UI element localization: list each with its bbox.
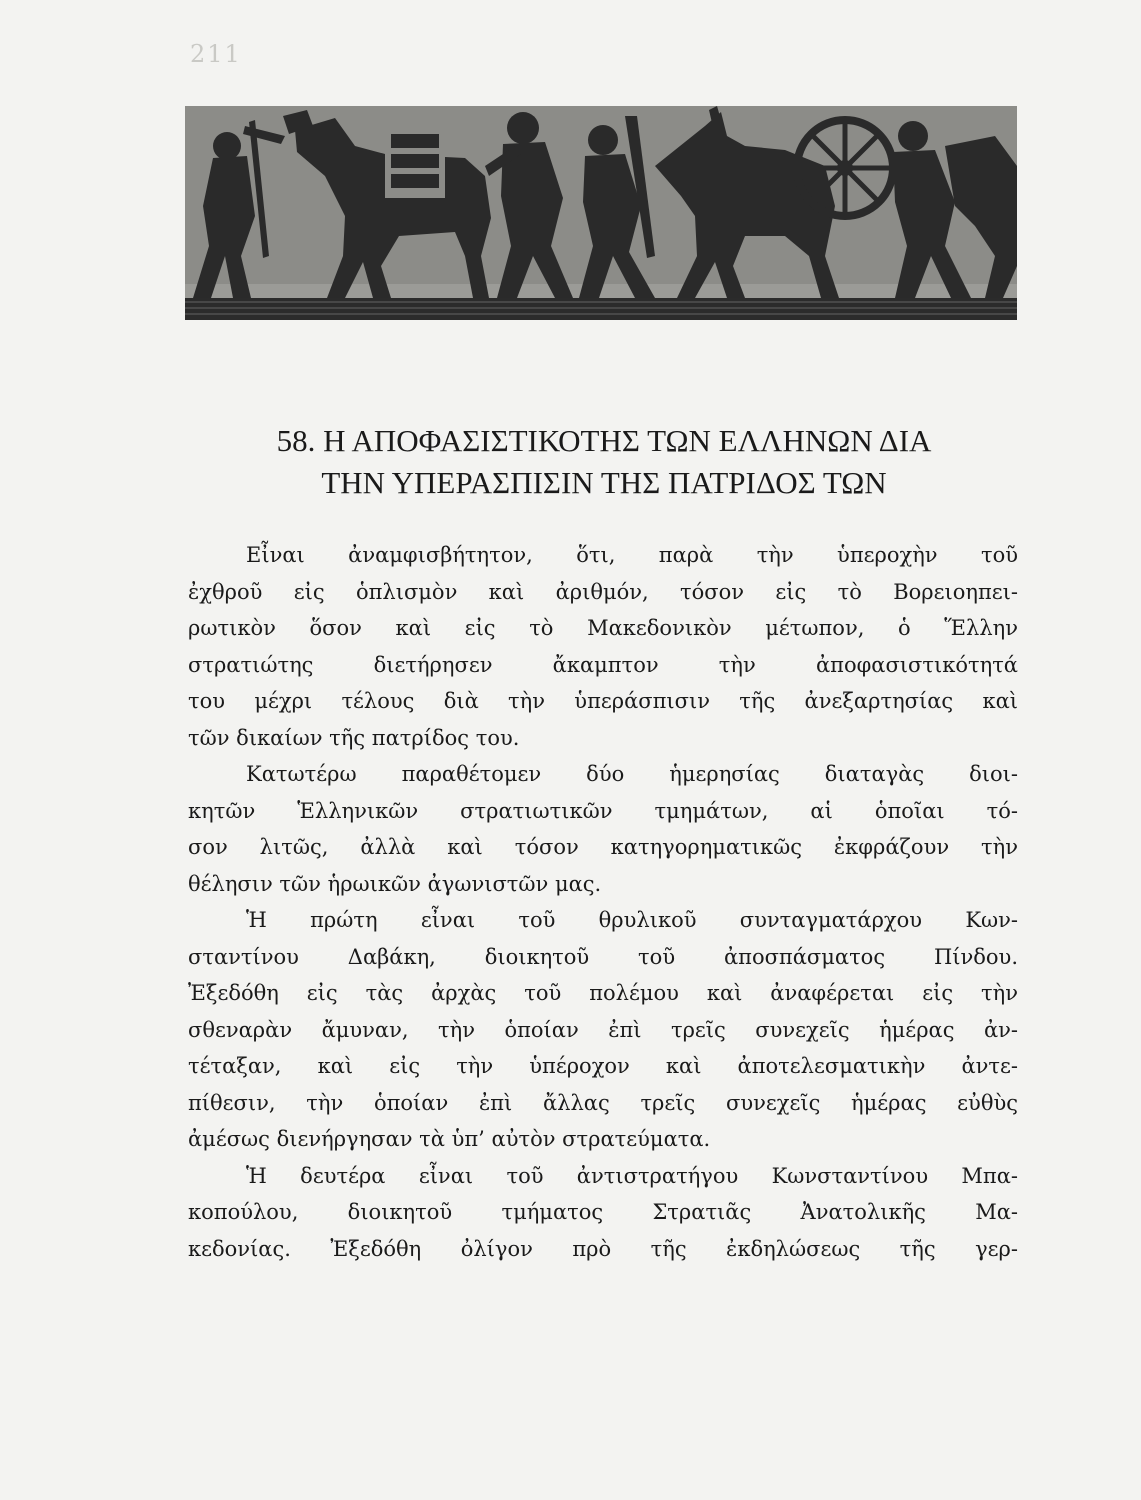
text-line: θέλησιν τῶν ἡρωικῶν ἀγωνιστῶν μας. [188, 871, 602, 896]
woodcut-frieze-image [185, 106, 1017, 320]
text-line: κεδονίας. Ἐξεδόθη ὀλίγον πρὸ τῆς ἐκδηλώσεως τῆς γερ- [188, 1236, 1018, 1261]
text-line: Ἐξεδόθη εἰς τὰς ἀρχὰς τοῦ πολέμου καὶ ἀναφέρεται εἰς τὴν [188, 981, 1018, 1005]
body-text [188, 537, 1018, 1267]
text-line: σον λιτῶς, ἀλλὰ καὶ τόσον κατηγορηματικῶς ἐκφράζουν τὴν [188, 835, 1018, 859]
page-number: 211 [190, 40, 242, 68]
text-line: κοπούλου, διοικητοῦ τμήματος Στρατιᾶς Ἀνατολικῆς Μα- [188, 1200, 1018, 1224]
text-line: Εἶναι ἀναμφισβήτητον, ὅτι, παρὰ τὴν ὑπεροχὴν τοῦ [246, 543, 1018, 567]
chapter-title [188, 420, 1020, 504]
chapter-title-line-2: ΤΗΝ ΥΠΕΡΑΣΠΙΣΙΝ ΤΗΣ ΠΑΤΡΙΔΟΣ ΤΩΝ [321, 465, 887, 500]
text-line: σταντίνου Δαβάκη, διοικητοῦ τοῦ ἀποσπάσματος Πίνδου. [188, 944, 1018, 969]
text-line: Ἡ δευτέρα εἶναι τοῦ ἀντιστρατήγου Κωνσταντίνου Μπα- [246, 1163, 1018, 1188]
paragraph-2 [188, 756, 1018, 902]
text-line: του μέχρι τέλους διὰ τὴν ὑπεράσπισιν τῆς ἀνεξαρτησίας καὶ [188, 689, 1018, 713]
text-line: Κατωτέρω παραθέτομεν δύο ἡμερησίας διαταγὰς διοι- [246, 762, 1018, 786]
text-line: σθεναρὰν ἄμυναν, τὴν ὁποίαν ἐπὶ τρεῖς συνεχεῖς ἡμέρας ἀν- [188, 1017, 1018, 1042]
text-line: Ἡ πρώτη εἶναι τοῦ θρυλικοῦ συνταγματάρχου Κων- [246, 908, 1018, 932]
text-line: ρωτικὸν ὅσον καὶ εἰς τὸ Μακεδονικὸν μέτωπον, ὁ Ἕλλην [188, 616, 1018, 640]
paragraph-3 [188, 902, 1018, 1158]
text-line: ἀμέσως διενήργησαν τὰ ὑπ’ αὐτὸν στρατεύματα. [188, 1127, 711, 1151]
paragraph-4 [188, 1158, 1018, 1268]
text-line: τέταξαν, καὶ εἰς τὴν ὑπέροχον καὶ ἀποτελεσματικὴν ἀντε- [188, 1054, 1018, 1078]
chapter-title-line-1: 58. Η ΑΠΟΦΑΣΙΣΤΙΚΟΤΗΣ ΤΩΝ ΕΛΛΗΝΩΝ ΔΙΑ [276, 423, 932, 458]
woodcut-frieze-illustration [185, 106, 1017, 320]
text-line: ἐχθροῦ εἰς ὁπλισμὸν καὶ ἀριθμόν, τόσον εἰς τὸ Βορειοηπει- [188, 579, 1018, 604]
text-line: τῶν δικαίων τῆς πατρίδος του. [188, 725, 520, 750]
paragraph-1 [188, 537, 1018, 756]
text-line: στρατιώτης διετήρησεν ἄκαμπτον τὴν ἀποφασιστικότητά [188, 652, 1018, 677]
text-line: πίθεσιν, τὴν ὁποίαν ἐπὶ ἄλλας τρεῖς συνεχεῖς ἡμέρας εὐθὺς [188, 1090, 1018, 1115]
text-line: κητῶν Ἑλληνικῶν στρατιωτικῶν τμημάτων, αἱ ὁποῖαι τό- [188, 798, 1018, 823]
